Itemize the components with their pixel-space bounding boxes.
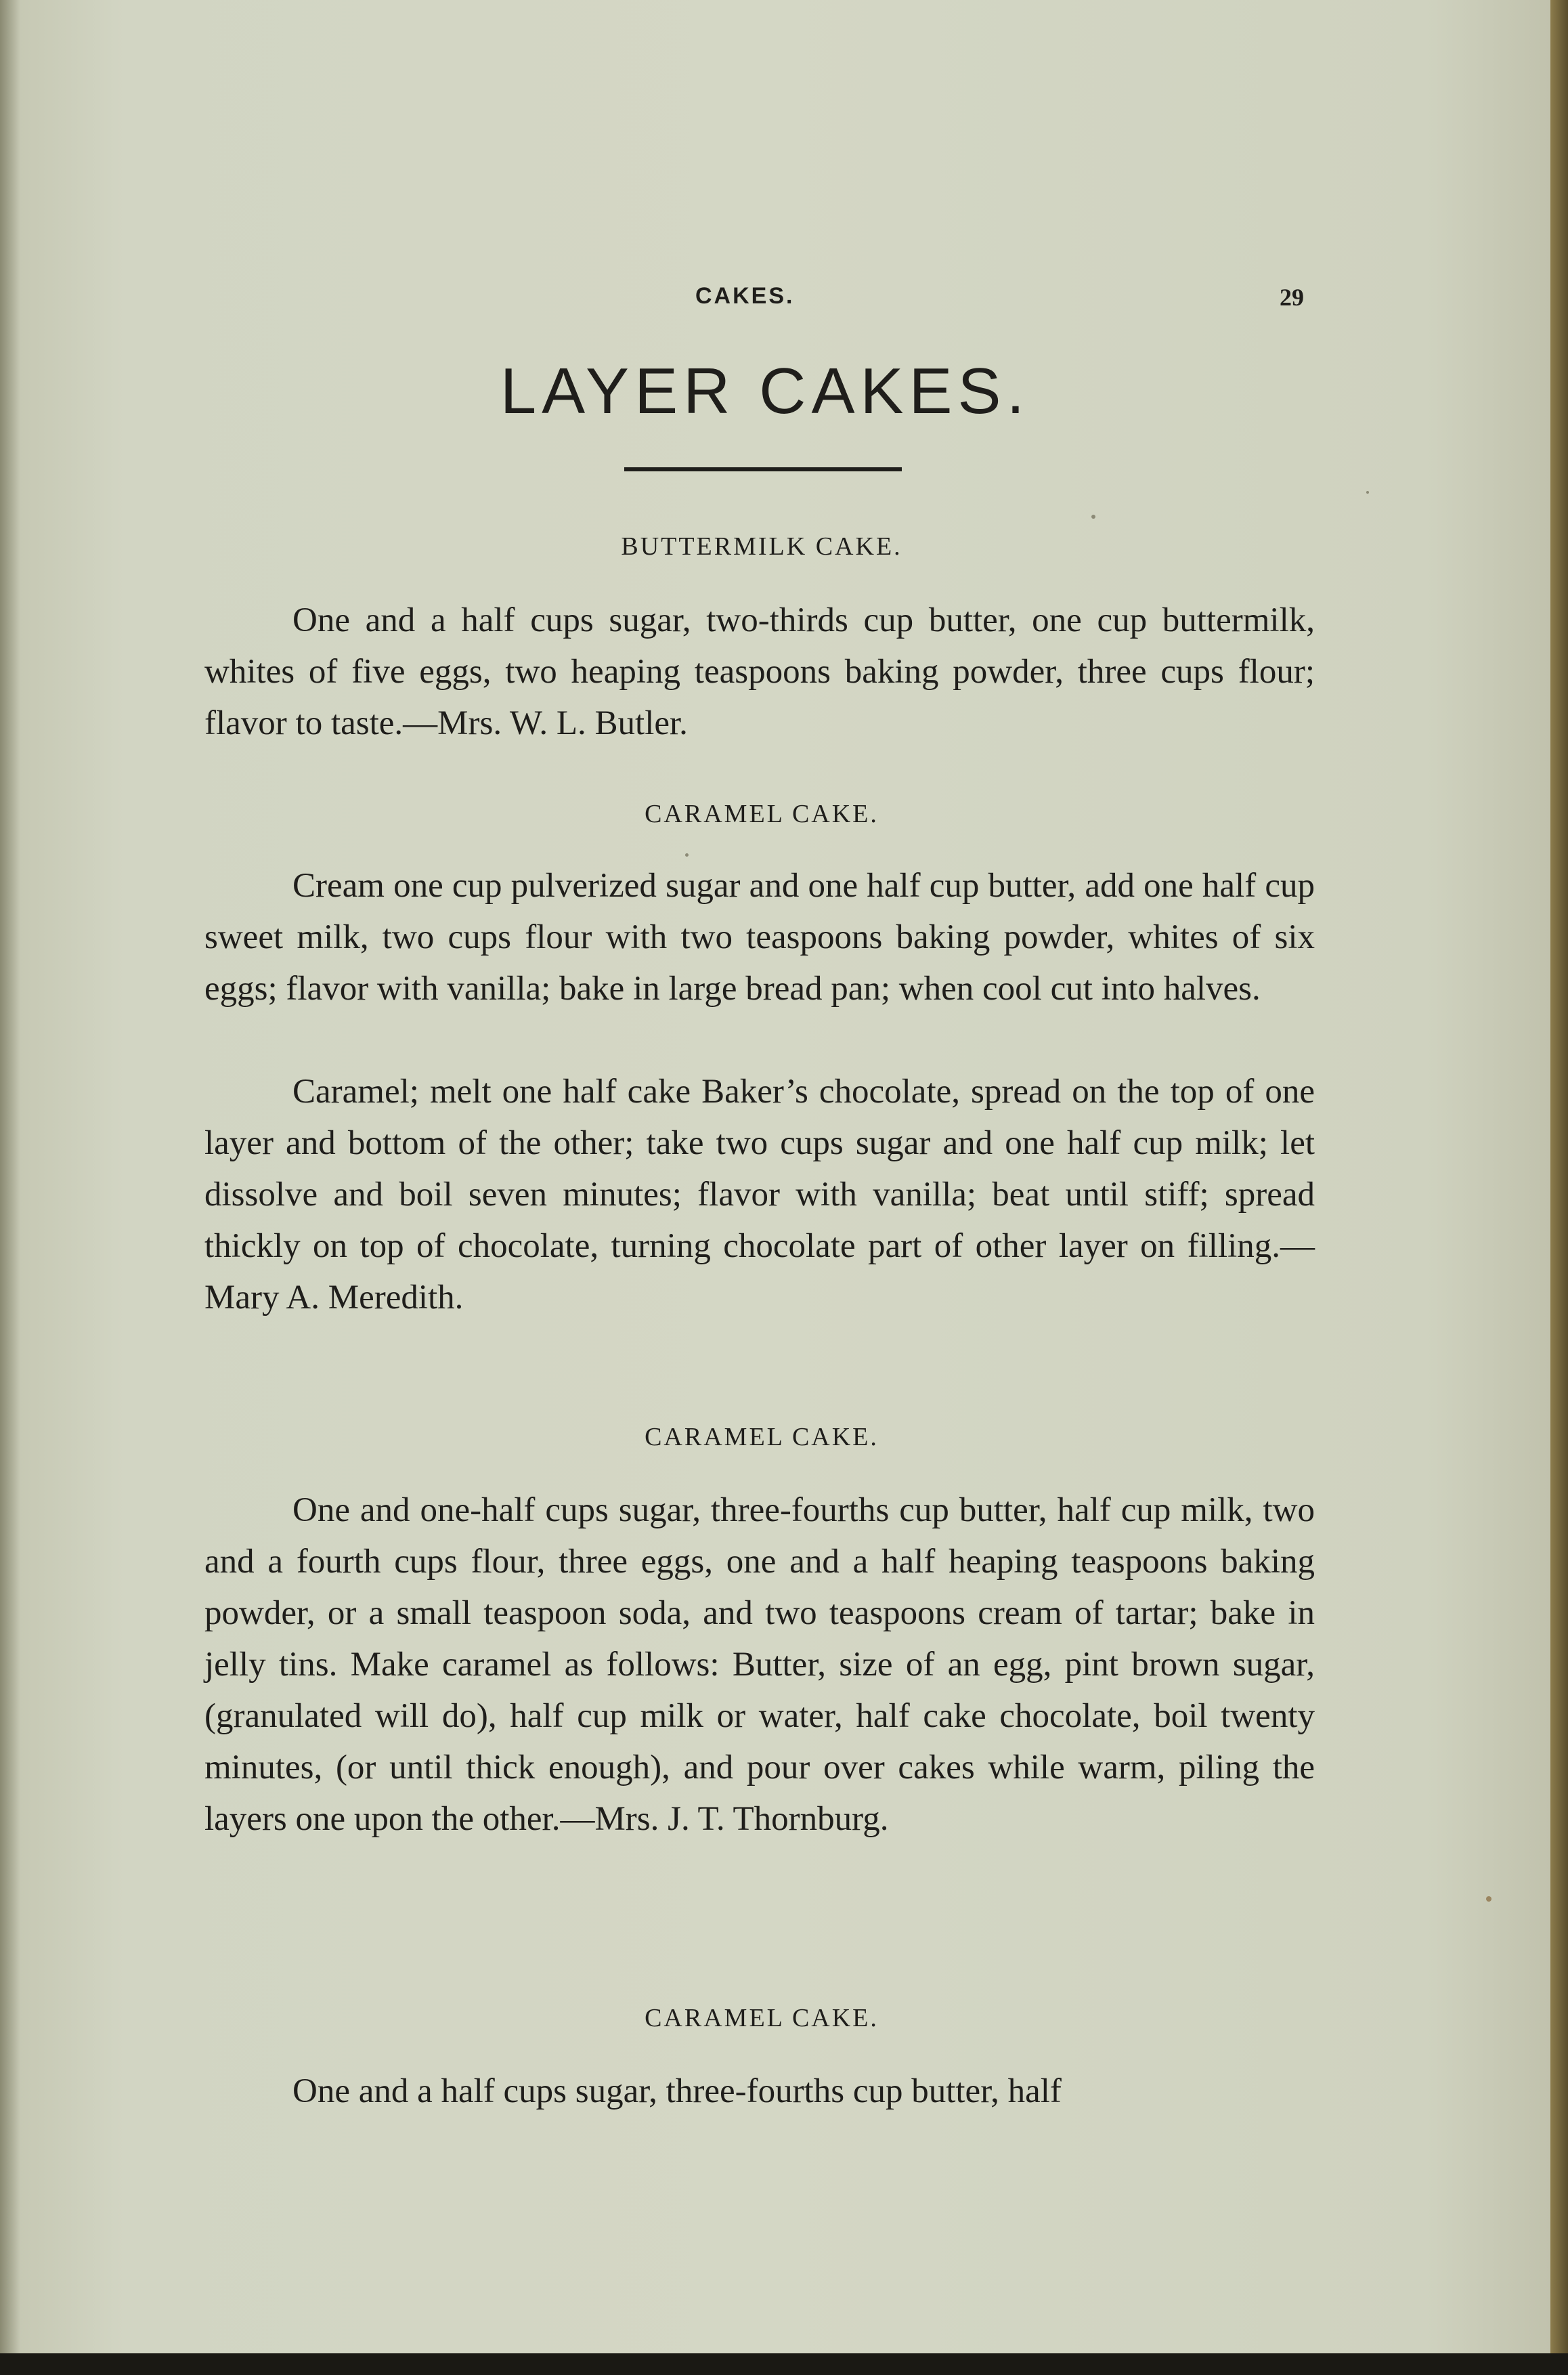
section-heading-caramel-cake: CARAMEL CAKE. <box>645 2004 879 2032</box>
section-heading-caramel-cake: CARAMEL CAKE. <box>645 1423 879 1451</box>
recipe-paragraph: One and a half cups sugar, three-fourths cup butter, half <box>292 2072 1062 2110</box>
running-head <box>0 283 1550 317</box>
section-heading-buttermilk-cake: BUTTERMILK CAKE. <box>621 532 902 561</box>
spine-shadow <box>0 0 20 2353</box>
recipe-paragraph: Caramel; melt one half cake Baker’s chocolate, spread on the top of one layer and bottom of the other; take two cups sugar and one half cup milk; let dissolve and boil seven minutes; flavor with vanilla; beat until stiff; spread thickly on top of chocolate, turning chocolate part of other layer on filling.—Mary A. Meredith. <box>204 1073 1315 1317</box>
section-heading-caramel-cake: CARAMEL CAKE. <box>645 800 879 828</box>
recipe-paragraph: Cream one cup pulverized sugar and one half cup butter, add one half cup sweet milk, two cups flour with two teaspoons baking powder, whites of six eggs; flavor with vanilla; bake in large bread pan; when cool cut into halves. <box>204 867 1315 1008</box>
page-title: LAYER CAKES. <box>500 355 1030 427</box>
page-edge <box>1550 0 1568 2375</box>
paper-speck <box>685 853 689 857</box>
paper-speck <box>1091 515 1095 519</box>
page-bottom-edge <box>0 2353 1568 2375</box>
recipe-paragraph: One and a half cups sugar, two-thirds cup butter, one cup buttermilk, whites of five eggs, two heaping teaspoons baking powder, three cups flour; flavor to taste.—Mrs. W. L. Butler. <box>204 601 1315 742</box>
running-head-title: CAKES. <box>695 283 795 309</box>
paper-speck <box>1366 491 1369 494</box>
title-rule <box>624 467 902 471</box>
paper-speck <box>1486 1896 1491 1902</box>
page-number: 29 <box>1280 284 1304 311</box>
recipe-paragraph: One and one-half cups sugar, three-fourths cup butter, half cup milk, two and a fourth cups flour, three eggs, one and a half heaping teaspoons baking powder, or a small teaspoon soda, and two teaspoons cream of tartar; bake in jelly tins. Make caramel as follows: Butter, size of an egg, pint brown sugar, (granulated will do), half cup milk or water, half cake chocolate, boil twenty minutes, (or until thick enough), and pour over cakes while warm, piling the layers one upon the other.—Mrs. J. T. Thornburg. <box>204 1491 1315 1838</box>
